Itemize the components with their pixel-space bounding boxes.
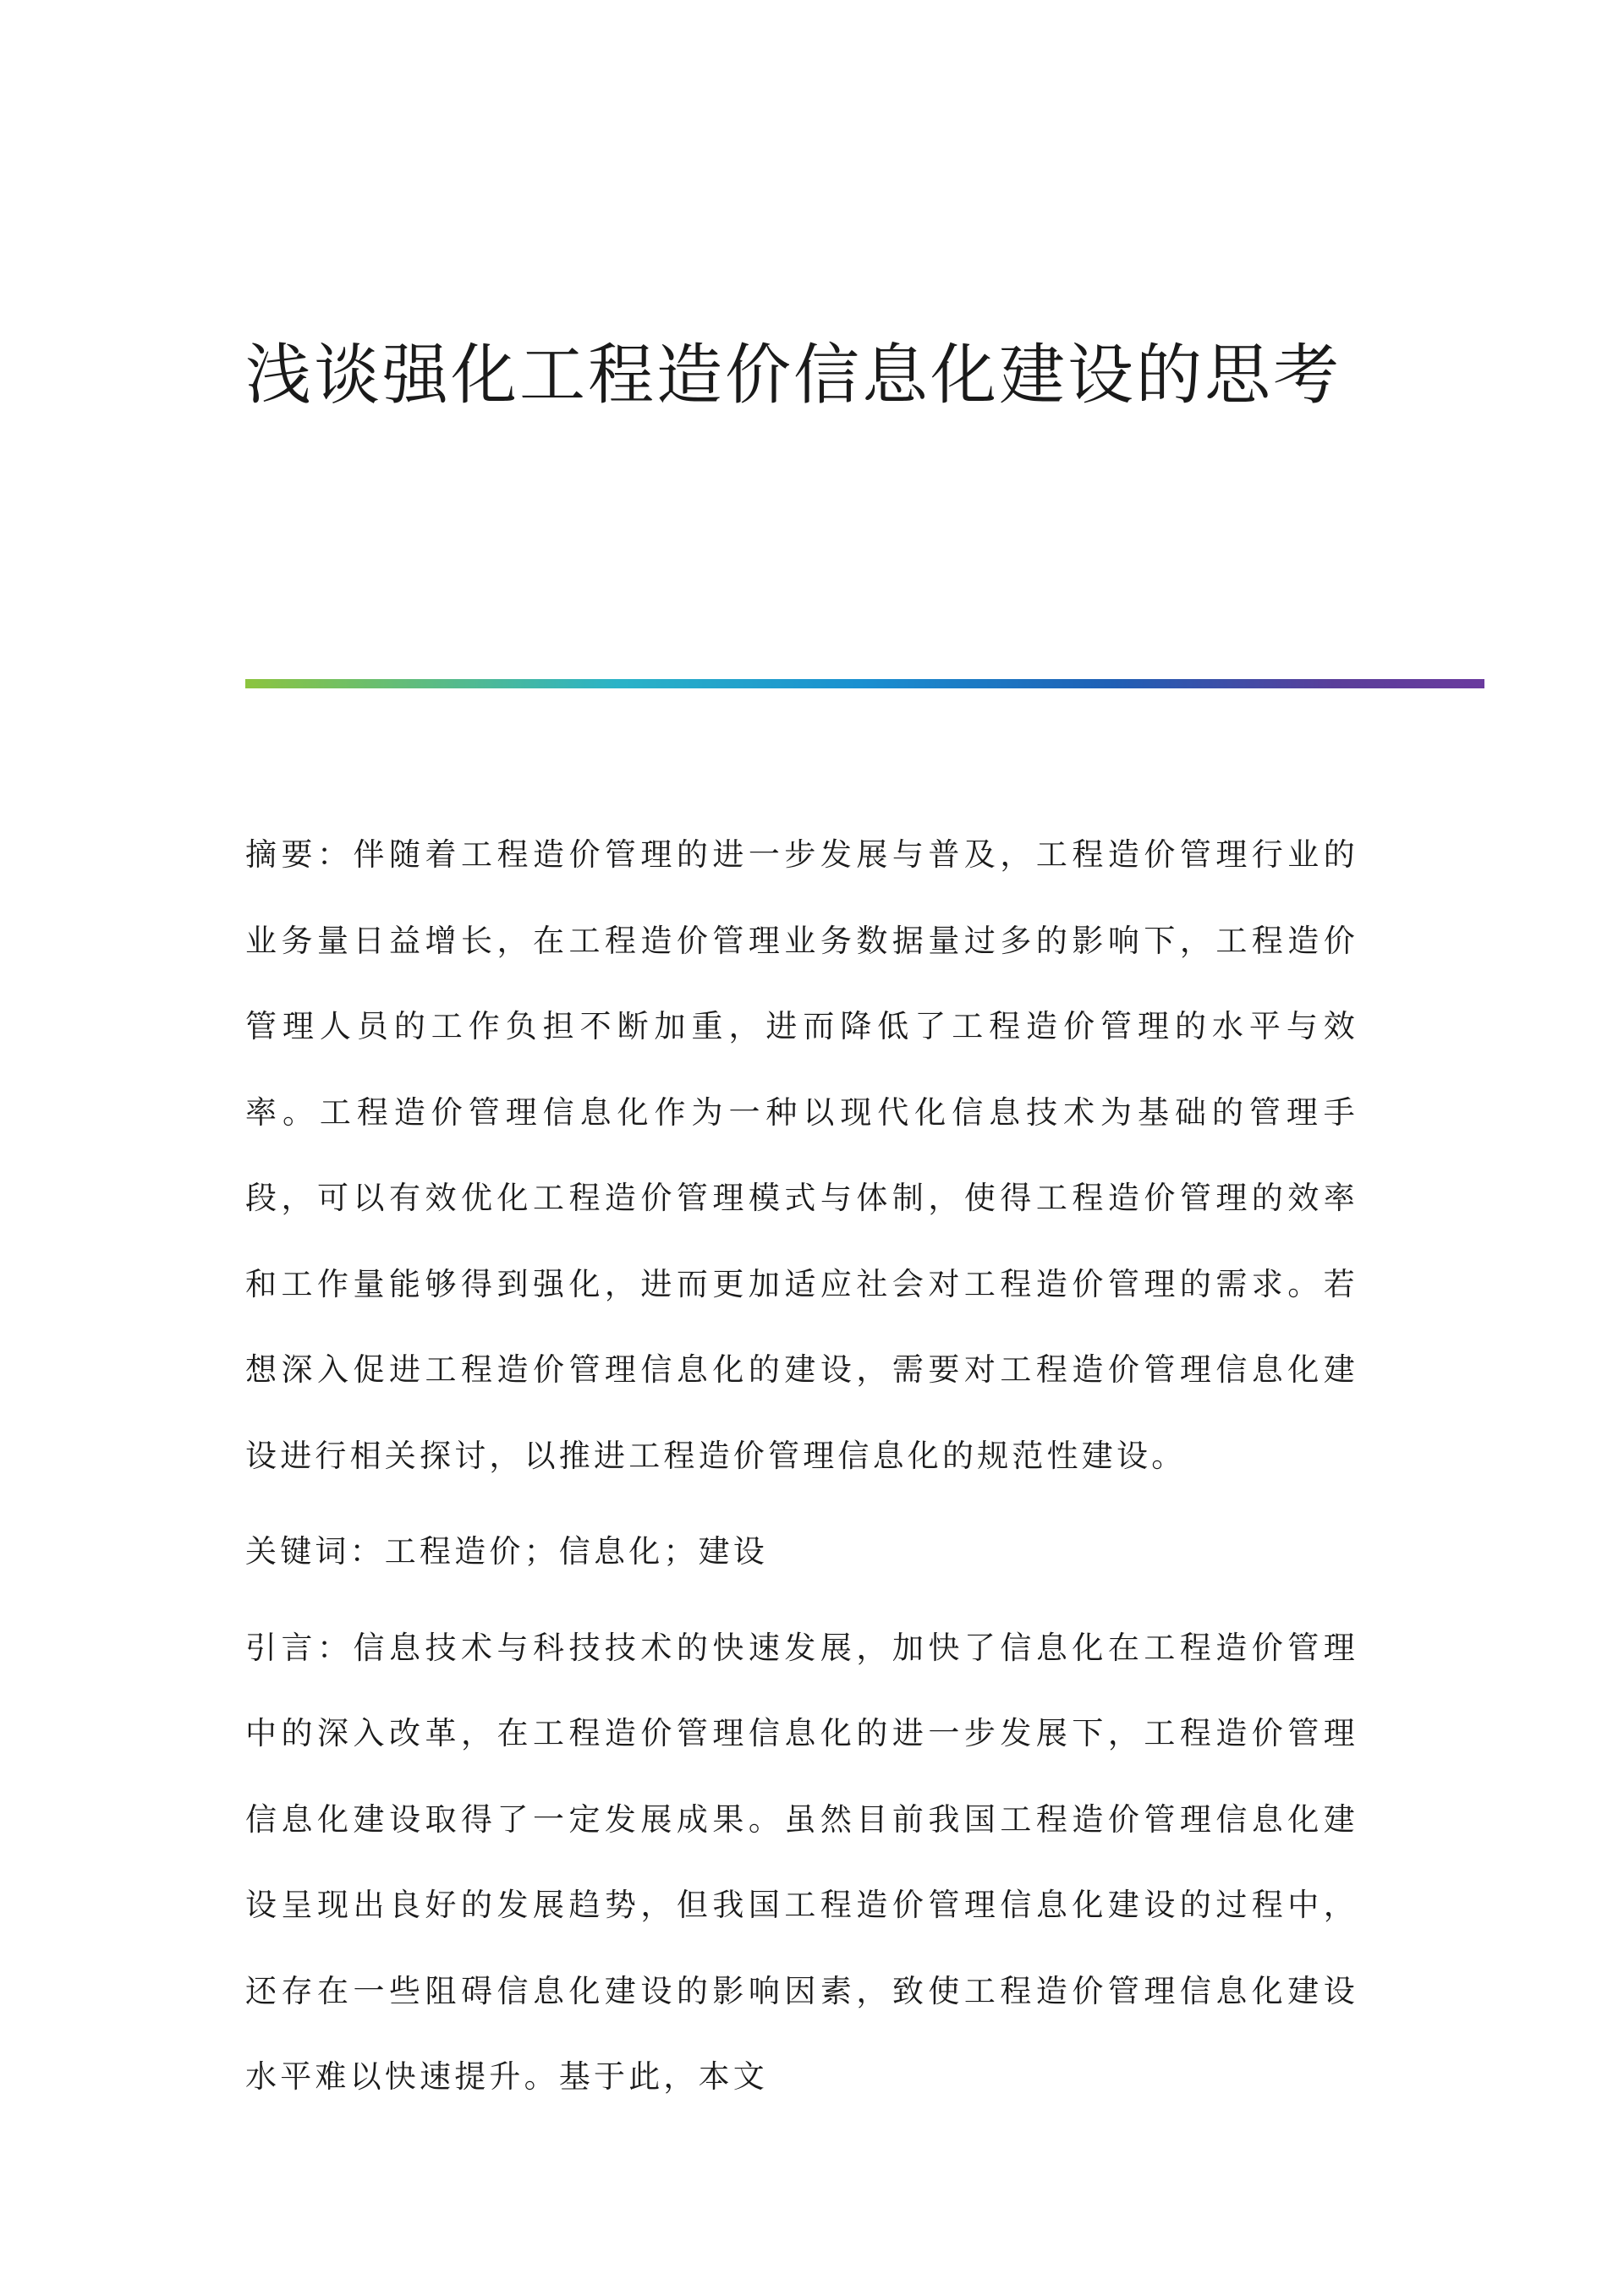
document-body bbox=[245, 812, 1358, 2120]
introduction-paragraph: 引言：信息技术与科技技术的快速发展，加快了信息化在工程造价管理中的深入改革，在工程造价管理信息化的进一步发展下，工程造价管理信息化建设取得了一定发展成果。虽然目前我国工程造价管理信息化建设呈现出良好的发展趋势，但我国工程造价管理信息化建设的过程中，还存在一些阻碍信息化建设的影响因素，致使工程造价管理信息化建设水平难以快速提升。基于此，本文 bbox=[245, 1629, 1358, 2095]
abstract-paragraph: 摘要：伴随着工程造价管理的进一步发展与普及，工程造价管理行业的业务量日益增长，在工程造价管理业务数据量过多的影响下，工程造价管理人员的工作负担不断加重，进而降低了工程造价管理的水平与效率。工程造价管理信息化作为一种以现代化信息技术为基础的管理手段，可以有效优化工程造价管理模式与体制，使得工程造价管理的效率和工作量能够得到强化，进而更加适应社会对工程造价管理的需求。若想深入促进工程造价管理信息化的建设，需要对工程造价管理信息化建设进行相关探讨，以推进工程造价管理信息化的规范性建设。 bbox=[245, 836, 1358, 1474]
gradient-divider bbox=[245, 679, 1484, 688]
document-title: 浅谈强化工程造价信息化建设的思考 bbox=[245, 337, 1342, 414]
keywords-line: 关键词：工程造价；信息化；建设 bbox=[245, 1533, 768, 1570]
